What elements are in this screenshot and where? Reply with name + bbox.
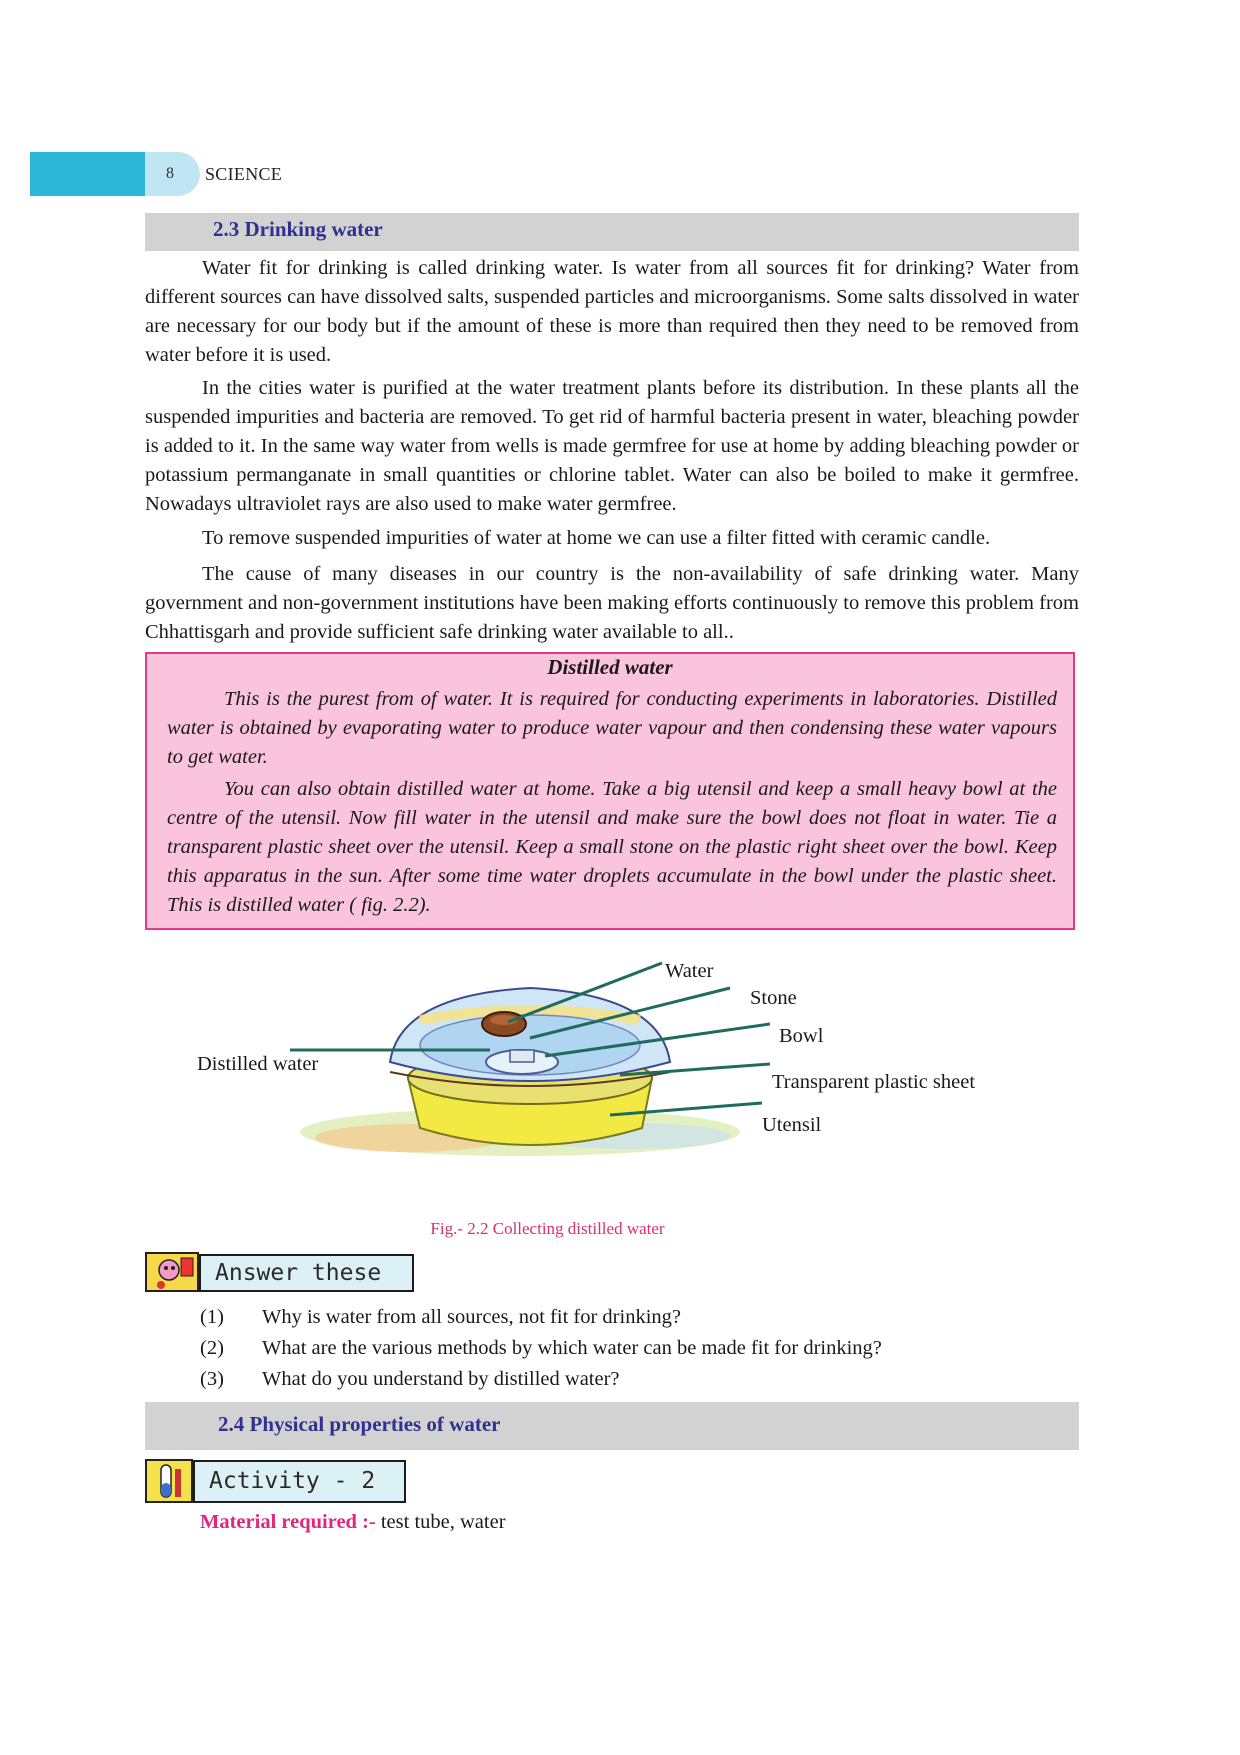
label-bowl: Bowl <box>779 1025 824 1047</box>
question-text: What are the various methods by which water can be made fit for drinking? <box>262 1337 882 1359</box>
label-transparent-sheet: Transparent plastic sheet <box>772 1071 976 1093</box>
question-item <box>200 1368 1060 1396</box>
distilled-paragraph-1: This is the purest from of water. It is required for conducting experiments in laboratories. Distilled water is obtained by evaporating water to produce water vapour and then condensing these water vapours to get water. <box>167 688 1057 768</box>
paragraph-1: Water fit for drinking is called drinking water. Is water from all sources fit for drinking? Water from different sources can have dissolved salts, suspended particles and microorganisms. Some salts dissolved in water are necessary for our body but if the amount of these is more than required then they need to be removed from water before it is used. <box>145 257 1079 366</box>
distilled-box-title: Distilled water <box>547 655 673 679</box>
page-number: 8 <box>166 165 174 182</box>
material-required <box>200 1511 506 1534</box>
answer-mascot-icon <box>145 1252 199 1292</box>
label-stone: Stone <box>750 987 797 1009</box>
label-water: Water <box>665 960 714 982</box>
distillation-apparatus-illustration <box>290 950 770 1185</box>
question-text: What do you understand by distilled water? <box>262 1368 620 1390</box>
activity-heading: Activity - 2 <box>193 1460 406 1503</box>
paragraph-2: In the cities water is purified at the water treatment plants before its distribution. In these plants all the suspended impurities and bacteria are removed. To get rid of harmful bacteria present in water, bleaching powder is added to it. In the same way water from wells is made germfree for use at home by adding bleaching powder or potassium permanganate in small quantities or chlorine tablet. Water can also be boiled to make it germfree. Nowadays ultraviolet rays are also used to make water germfree. <box>145 377 1079 515</box>
activity-test-tube-icon <box>145 1459 193 1503</box>
section-title-physical: 2.4 Physical properties of water <box>218 1412 501 1436</box>
distilled-paragraph-2: You can also obtain distilled water at home. Take a big utensil and keep a small heavy bowl at the centre of the utensil. Now fill water in the utensil and make sure the bowl does not float in water. Tie a transparent plastic sheet over the utensil. Keep a small stone on the plastic right sheet over the bowl. Keep this apparatus in the sun. After some time water droplets accumulate in the bowl under the plastic sheet. This is distilled water ( fig. 2.2). <box>167 778 1057 916</box>
question-item <box>200 1306 1060 1334</box>
material-value: test tube, water <box>375 1511 506 1533</box>
subject-title: SCIENCE <box>205 164 283 184</box>
figure-caption: Fig.- 2.2 Collecting distilled water <box>430 1219 665 1238</box>
answer-these-heading: Answer these <box>199 1254 414 1292</box>
label-distilled-water: Distilled water <box>197 1053 319 1075</box>
question-number: (2) <box>200 1337 224 1359</box>
paragraph-4: The cause of many diseases in our country is the non-availability of safe drinking water. Many government and non-government institutions have been making efforts continuously to remove this problem from Chhattisgarh and provide sufficient safe drinking water available to all.. <box>145 563 1079 643</box>
header-color-bar <box>30 152 145 196</box>
question-item <box>200 1337 1060 1365</box>
section-title-drinking: 2.3 Drinking water <box>213 217 383 241</box>
label-utensil: Utensil <box>762 1114 822 1136</box>
question-number: (3) <box>200 1368 224 1390</box>
material-label: Material required :- <box>200 1511 376 1533</box>
question-number: (1) <box>200 1306 224 1328</box>
paragraph-3: To remove suspended impurities of water at home we can use a filter fitted with ceramic candle. <box>202 527 991 549</box>
question-text: Why is water from all sources, not fit for drinking? <box>262 1306 681 1328</box>
